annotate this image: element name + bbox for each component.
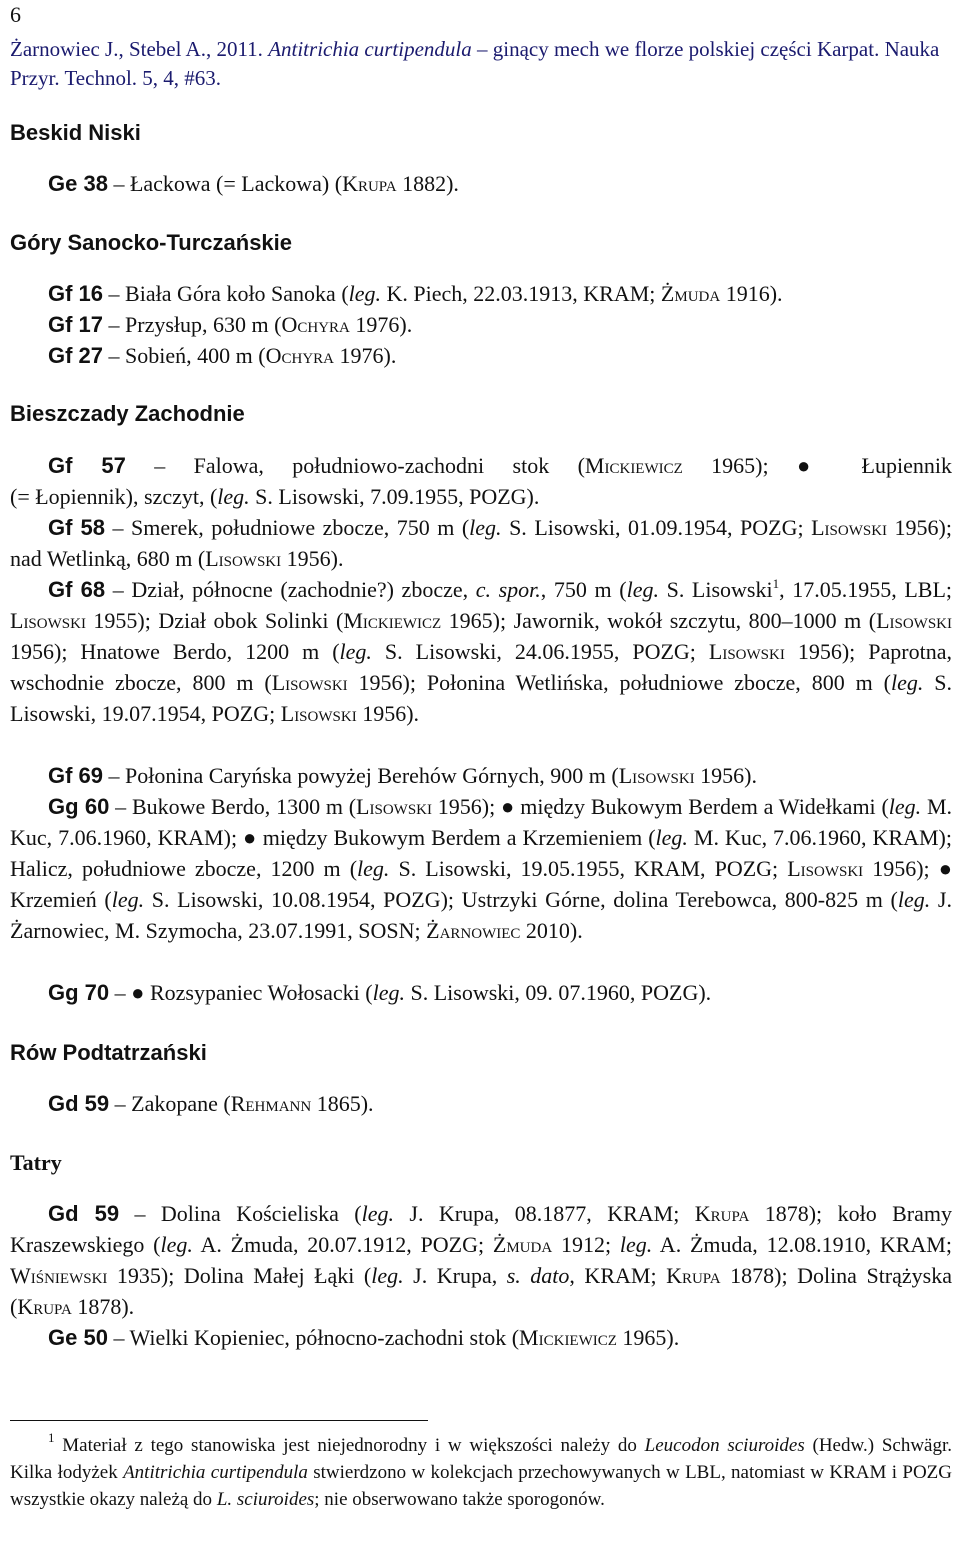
bullet-icon: ● (938, 856, 953, 881)
entry-gg60: Gg 60 – Bukowe Berdo, 1300 m (Lisowski 1956); ● między Bukowym Berdem a Widełkami (leg. M. Kuc, 7.06.1960, KRAM); ● między Bukowym Berdem a Krzemieniem (leg. M. Kuc, 7.06.1960, KRAM); Halicz, południowe zbocze, 1200 m (leg. S. Lisowski, 19.05.1955, KRAM, POZG; Lisowski 1956); ● Krzemień (leg. S. Lisowski, 10.08.1954, POZG); Ustrzyki Górne, dolina Terebowca, 800-825 m (leg. J. Żarnowiec, M. Szymocha, 23.07.1991, SOSN; Żarnowiec 2010). (10, 794, 953, 943)
entry-gf69: Gf 69 – Połonina Caryńska powyżej Berehów Górnych, 900 m (Lisowski 1956). (48, 763, 757, 788)
footnote: $^1$ Materiał z tego stanowiska jest niejednorodny i w większości należy do Leucodon sciuroides (Hedw.) Schwägr. Kilka łodyżek Antitrichia curtipendula stwierdzono w kolekcjach przechowywanych w LBL, natomiast w KRAM i POZG wszystkie okazy należą do L. sciuroides; nie obserwowano także sporogonów. (10, 1430, 952, 1510)
section-heading-gory-sanocko: Góry Sanocko-Turczańskie (10, 230, 293, 255)
entry-gd59-tatry: Gd 59 – Dolina Kościeliska (leg. J. Krupa, 08.1877, KRAM; Krupa 1878); koło Bramy Kraszewskiego (leg. A. Żmuda, 20.07.1912, POZG; Żmuda 1912; leg. A. Żmuda, 12.08.1910, KRAM; Wiśniewski 1935); Dolina Małej Łąki (leg. J. Krupa, s. dato, KRAM; Krupa 1878); Dolina Strążyska (Krupa 1878). (10, 1201, 952, 1319)
bullet-icon: ● (797, 453, 834, 478)
header-species: Antitrichia curtipendula (268, 37, 472, 61)
header-title-rest: – ginący mech we florze polskiej części Karpat. Nauka Przyr. Technol. 5, 4, #63. (10, 37, 940, 90)
entry-gf16: Gf 16 – Biała Góra koło Sanoka (leg. K. Piech, 22.03.1913, KRAM; Żmuda 1916). (48, 281, 783, 306)
section-heading-bieszczady: Bieszczady Zachodnie (10, 401, 245, 426)
entry-gf57: Gf 57 – Falowa, południowo-zachodni stok (Mickiewicz 1965); ● Łupiennik (= Łopiennik), szczyt, (leg. S. Lisowski, 7.09.1955, POZG). (10, 453, 952, 509)
section-heading-row-podtatrzanski: Rów Podtatrzański (10, 1040, 207, 1065)
bullet-icon: ● (131, 980, 145, 1005)
bullet-icon: ● (243, 825, 257, 850)
entry-gg70: Gg 70 – ● Rozsypaniec Wołosacki (leg. S. Lisowski, 09. 07.1960, POZG). (48, 980, 712, 1005)
entry-gf17: Gf 17 – Przysłup, 630 m (Ochyra 1976). (48, 312, 413, 337)
entry-ge38: Ge 38 – Łackowa (= Lackowa) (Krupa 1882). (48, 171, 459, 196)
running-header (10, 35, 950, 93)
bullet-icon: ● (500, 794, 515, 819)
entry-ge50: Ge 50 – Wielki Kopieniec, północno-zachodni stok (Mickiewicz 1965). (48, 1325, 680, 1350)
entry-gf27: Gf 27 – Sobień, 400 m (Ochyra 1976). (48, 343, 397, 368)
section-heading-tatry: Tatry (10, 1150, 62, 1175)
page-number: 6 (10, 2, 21, 27)
section-heading-beskid-niski: Beskid Niski (10, 120, 141, 145)
entry-gf68: Gf 68 – Dział, północne (zachodnie?) zbocze, c. spor., 750 m (leg. S. Lisowski$^1$, 17.05.1955, LBL; Lisowski 1955); Dział obok Solinki (Mickiewicz 1965); Jawornik, wokół szczytu, 800–1000 m (Lisowski 1956); Hnatowe Berdo, 1200 m (leg. S. Lisowski, 24.06.1955, POZG; Lisowski 1956); Paprotna, wschodnie zbocze, 800 m (Lisowski 1956); Połonina Wetlińska, południowe zbocze, 800 m (leg. S. Lisowski, 19.07.1954, POZG; Lisowski 1956). (10, 576, 953, 726)
entry-gd59-zakopane: Gd 59 – Zakopane (Rehmann 1865). (48, 1091, 374, 1116)
footnote-divider (10, 1420, 428, 1421)
header-authors: Żarnowiec J., Stebel A., 2011. (10, 37, 263, 61)
footnote-number: 1 (48, 1430, 55, 1445)
entry-gf58: Gf 58 – Smerek, południowe zbocze, 750 m (leg. S. Lisowski, 01.09.1954, POZG; Lisowski 1956); nad Wetlinką, 680 m (Lisowski 1956). (10, 515, 952, 571)
